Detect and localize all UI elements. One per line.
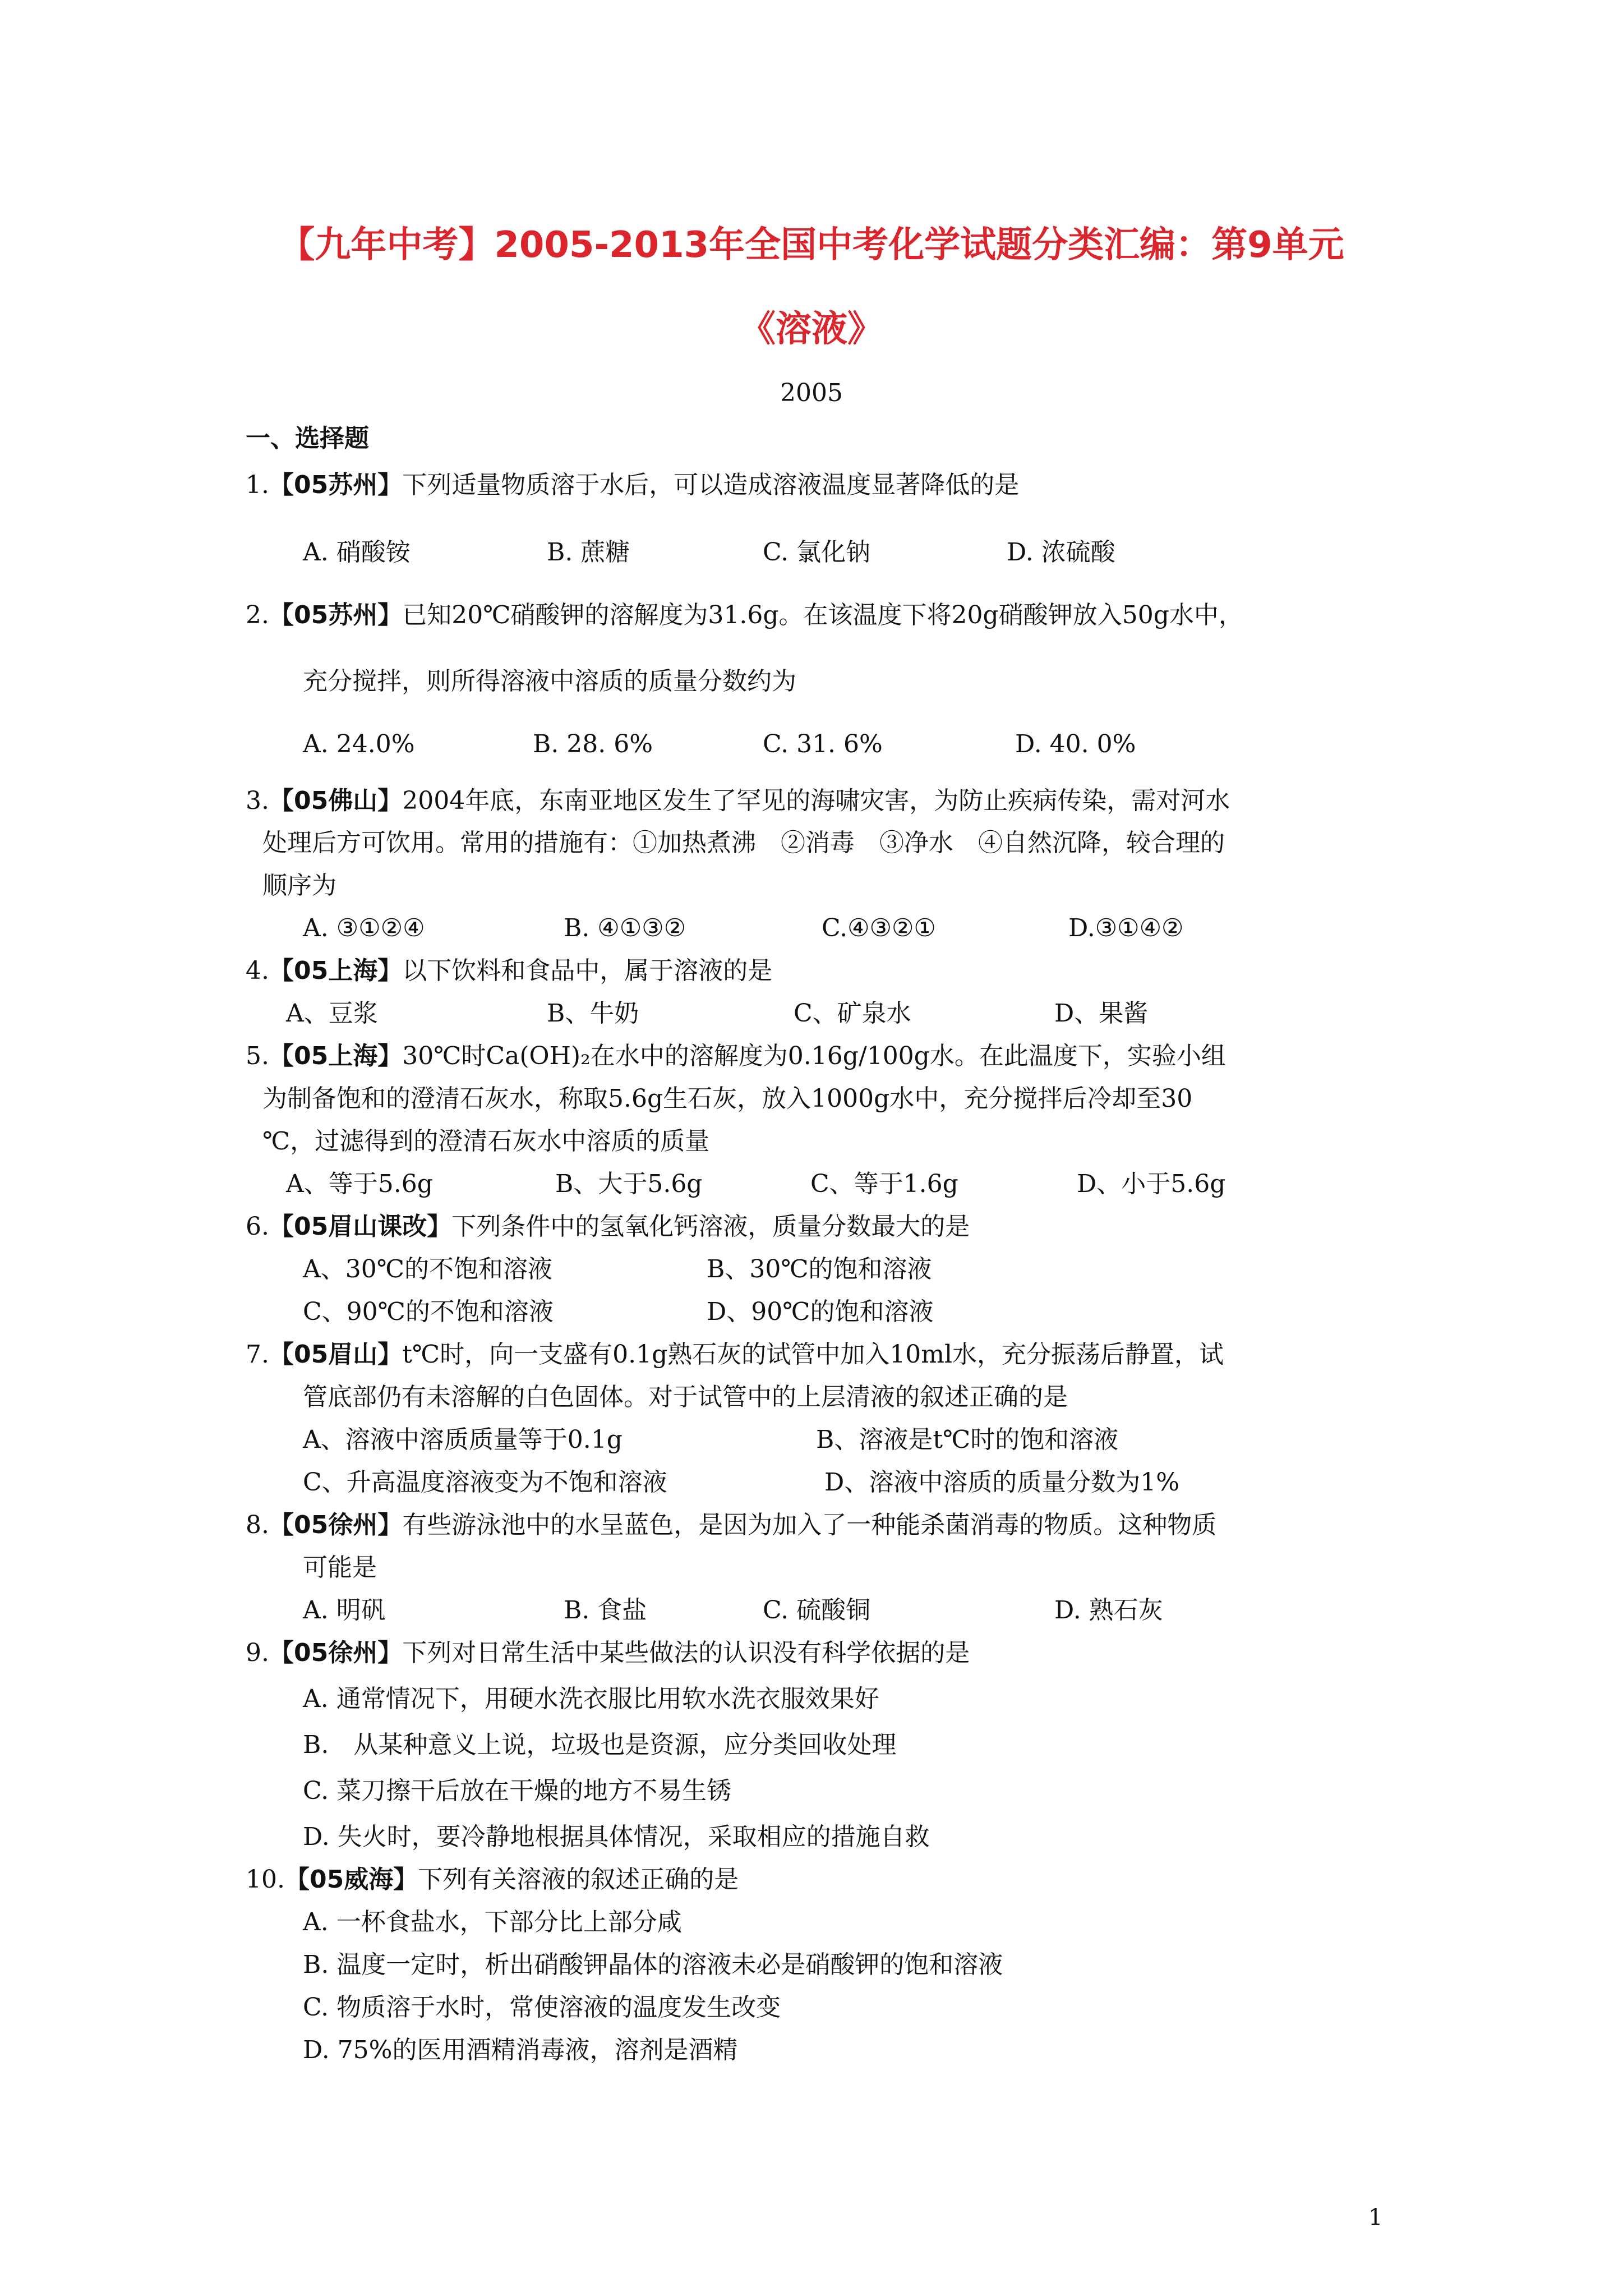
question-source-tag: 【05徐州】: [269, 1511, 403, 1539]
question-text: ℃，过滤得到的澄清石灰水中溶质的质量: [262, 1127, 710, 1156]
option: D. 熟石灰: [1054, 1596, 1163, 1625]
option: C. 物质溶于水时，常使溶液的温度发生改变: [303, 1993, 781, 2022]
question-text: 下列对日常生活中某些做法的认识没有科学依据的是: [402, 1639, 970, 1667]
question-3: [246, 784, 1230, 818]
question-number: 4.: [246, 956, 269, 985]
option: C. 菜刀擦干后放在干燥的地方不易生锈: [303, 1777, 732, 1805]
question-text: 以下饮料和食品中，属于溶液的是: [402, 956, 773, 985]
option: C. 31. 6%: [763, 730, 883, 758]
option: C.④③②①: [822, 914, 936, 942]
question-2: [246, 599, 1243, 632]
question-5: [246, 1039, 1226, 1073]
option: A、溶液中溶质质量等于0.1g: [303, 1425, 623, 1454]
option: C、升高温度溶液变为不饱和溶液: [303, 1468, 667, 1497]
question-source-tag: 【05威海】: [284, 1865, 418, 1894]
option: D、溶液中溶质的质量分数为1%: [824, 1468, 1180, 1497]
question-7: [246, 1338, 1224, 1372]
option: D、果酱: [1054, 999, 1149, 1028]
option: B、溶液是t℃时的饱和溶液: [816, 1425, 1119, 1454]
question-number: 9.: [246, 1639, 269, 1667]
question-4: [246, 954, 772, 988]
document-title-line-2: 《溶液》: [740, 309, 883, 350]
question-number: 10.: [246, 1865, 285, 1894]
question-text: t℃时，向一支盛有0.1g熟石灰的试管中加入10ml水，充分振荡后静置，试: [402, 1340, 1224, 1369]
question-number: 5.: [246, 1042, 269, 1070]
option: A. 通常情况下，用硬水洗衣服比用软水洗衣服效果好: [303, 1685, 879, 1713]
question-text: 为制备饱和的澄清石灰水，称取5.6g生石灰，放入1000g水中，充分搅拌后冷却至30: [262, 1084, 1193, 1113]
question-source-tag: 【05苏州】: [269, 601, 403, 629]
question-source-tag: 【05眉山课改】: [269, 1212, 452, 1241]
question-source-tag: 【05上海】: [269, 956, 403, 985]
option: B. 温度一定时，析出硝酸钾晶体的溶液未必是硝酸钾的饱和溶液: [303, 1950, 1003, 1979]
option: C、矿泉水: [794, 999, 911, 1028]
option: B. 食盐: [564, 1596, 647, 1625]
question-text: 2004年底，东南亚地区发生了罕见的海啸灾害，为防止疾病传染，需对河水: [402, 786, 1230, 815]
option: B、牛奶: [547, 999, 639, 1028]
document-title-line-1: 【九年中考】2005-2013年全国中考化学试题分类汇编：第9单元: [279, 224, 1344, 266]
question-6: [246, 1210, 970, 1244]
question-text: 下列适量物质溶于水后，可以造成溶液温度显著降低的是: [402, 471, 1020, 499]
option: B、30℃的饱和溶液: [707, 1255, 932, 1283]
option: D. 40. 0%: [1015, 730, 1136, 758]
option: D、小于5.6g: [1077, 1170, 1226, 1198]
option: B、大于5.6g: [555, 1170, 703, 1198]
question-text: 充分搅拌，则所得溶液中溶质的质量分数约为: [303, 667, 796, 696]
option: D. 浓硫酸: [1007, 538, 1115, 567]
question-8: [246, 1508, 1216, 1542]
option: B. 从某种意义上说，垃圾也是资源，应分类回收处理: [303, 1731, 897, 1759]
question-number: 8.: [246, 1511, 269, 1539]
option: D.③①④②: [1068, 914, 1184, 942]
option: B. 蔗糖: [547, 538, 630, 567]
question-text: 下列条件中的氢氧化钙溶液，质量分数最大的是: [451, 1212, 970, 1241]
option: C、等于1.6g: [810, 1170, 958, 1198]
question-source-tag: 【05上海】: [269, 1042, 403, 1070]
question-10: [246, 1863, 739, 1897]
question-number: 1.: [246, 471, 269, 499]
option: A、豆浆: [286, 999, 378, 1028]
question-number: 3.: [246, 786, 269, 815]
option: A. 一杯食盐水，下部分比上部分咸: [303, 1908, 682, 1936]
option: C. 硫酸铜: [763, 1596, 871, 1625]
option: B. 28. 6%: [533, 730, 653, 758]
option: A、等于5.6g: [286, 1170, 433, 1198]
question-text: 下列有关溶液的叙述正确的是: [418, 1865, 739, 1894]
question-text: 有些游泳池中的水呈蓝色，是因为加入了一种能杀菌消毒的物质。这种物质: [402, 1511, 1217, 1539]
option: A. 24.0%: [303, 730, 415, 758]
question-text: 处理后方可饮用。常用的措施有：①加热煮沸 ②消毒 ③净水 ④自然沉降，较合理的: [262, 829, 1225, 857]
option: A、30℃的不饱和溶液: [303, 1255, 552, 1283]
question-text: 已知20℃硝酸钾的溶解度为31.6g。在该温度下将20g硝酸钾放入50g水中，: [402, 601, 1243, 629]
option: C、90℃的不饱和溶液: [303, 1297, 554, 1326]
question-text: 顺序为: [262, 871, 336, 900]
question-number: 6.: [246, 1212, 269, 1241]
question-9: [246, 1636, 970, 1670]
question-source-tag: 【05眉山】: [269, 1340, 403, 1369]
question-source-tag: 【05徐州】: [269, 1639, 403, 1667]
question-source-tag: 【05苏州】: [269, 471, 403, 499]
option: C. 氯化钠: [763, 538, 871, 567]
page-number: 1: [1368, 2205, 1383, 2230]
question-1: [246, 468, 1019, 502]
question-text: 可能是: [303, 1553, 377, 1582]
option: B. ④①③②: [564, 914, 686, 942]
option: A. ③①②④: [303, 914, 425, 942]
option: D. 失火时，要冷静地根据具体情况，采取相应的措施自救: [303, 1823, 930, 1851]
option: D. 75%的医用酒精消毒液，溶剂是酒精: [303, 2036, 738, 2064]
question-source-tag: 【05佛山】: [269, 786, 403, 815]
option: D、90℃的饱和溶液: [707, 1297, 934, 1326]
year-heading: 2005: [780, 379, 843, 407]
question-text: 30℃时Ca(OH)₂在水中的溶解度为0.16g/100g水。在此温度下，实验小组: [402, 1042, 1226, 1070]
option: A. 硝酸铵: [303, 538, 411, 567]
option: A. 明矾: [303, 1596, 386, 1625]
section-heading: 一、选择题: [246, 424, 369, 453]
question-number: 2.: [246, 601, 269, 629]
question-number: 7.: [246, 1340, 269, 1369]
question-text: 管底部仍有未溶解的白色固体。对于试管中的上层清液的叙述正确的是: [303, 1383, 1068, 1411]
